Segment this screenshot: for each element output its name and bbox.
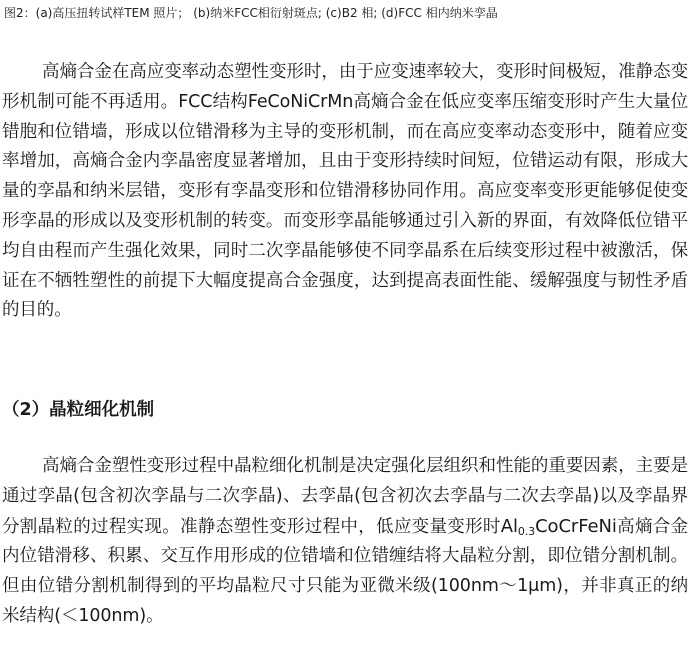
formula-base: Al — [500, 515, 518, 537]
body-paragraph-1: 高熵合金在高应变率动态塑性变形时，由于应变速率较大，变形时间极短，准静态变形机制可能不再适用。FCC结构FeCoNiCrMn高熵合金在低应变率压缩变形时产生大量位错胞和位错墙，形成以位错滑移为主导的变形机制，而在高应变率动态变形中，随着应变率增加，高熵合金内孪晶密度显著增加，且由于变形持续时间短，位错运动有限，形成大量的孪晶和纳米层错，变形有孪晶变形和位错滑移协同作用。高应变率变形更能够促使变形孪晶的形成以及变形机制的转变。而变形孪晶能够通过引入新的界面，有效降低位错平均自由程而产生强化效果，同时二次孪晶能够使不同孪晶系在后续变形过程中被激活，保证在不牺牲塑性的前提下大幅度提高合金强度，达到提高表面性能、缓解强度与韧性矛盾的目的。 — [2, 62, 688, 321]
formula-rest: CoCrFeNi — [535, 515, 617, 537]
section-heading: （2）晶粒细化机制 — [2, 400, 155, 420]
body-paragraph-2 — [2, 452, 688, 632]
formula-subscript: 0.3 — [517, 524, 536, 538]
paragraph-text-before: 高熵合金塑性变形过程中晶粒细化机制是决定强化层组织和性能的重要因素，主要是通过孪晶(包含初次孪晶与二次孪晶)、去孪晶(包含初次去孪晶与二次去孪晶)以及孪晶界分割晶粒的过程实现。准静态塑性变形过程中，低应变量变形时 — [2, 456, 688, 537]
figure-caption: 图2：(a)高压扭转试样TEM 照片； (b)纳米FCC相衍射斑点; (c)B2 相; (d)FCC 相内纳米孪晶 — [4, 6, 498, 20]
paragraph-text-after: 高熵合金内位错滑移、积累、交互作用形成的位错墙和位错缠结将大晶粒分割，即位错分割机制。但由位错分割机制得到的平均晶粒尺寸只能为亚微米级(100nm～1μm)，并非真正的纳米结构(＜100nm)。 — [2, 516, 688, 626]
alloy-formula — [501, 516, 617, 537]
